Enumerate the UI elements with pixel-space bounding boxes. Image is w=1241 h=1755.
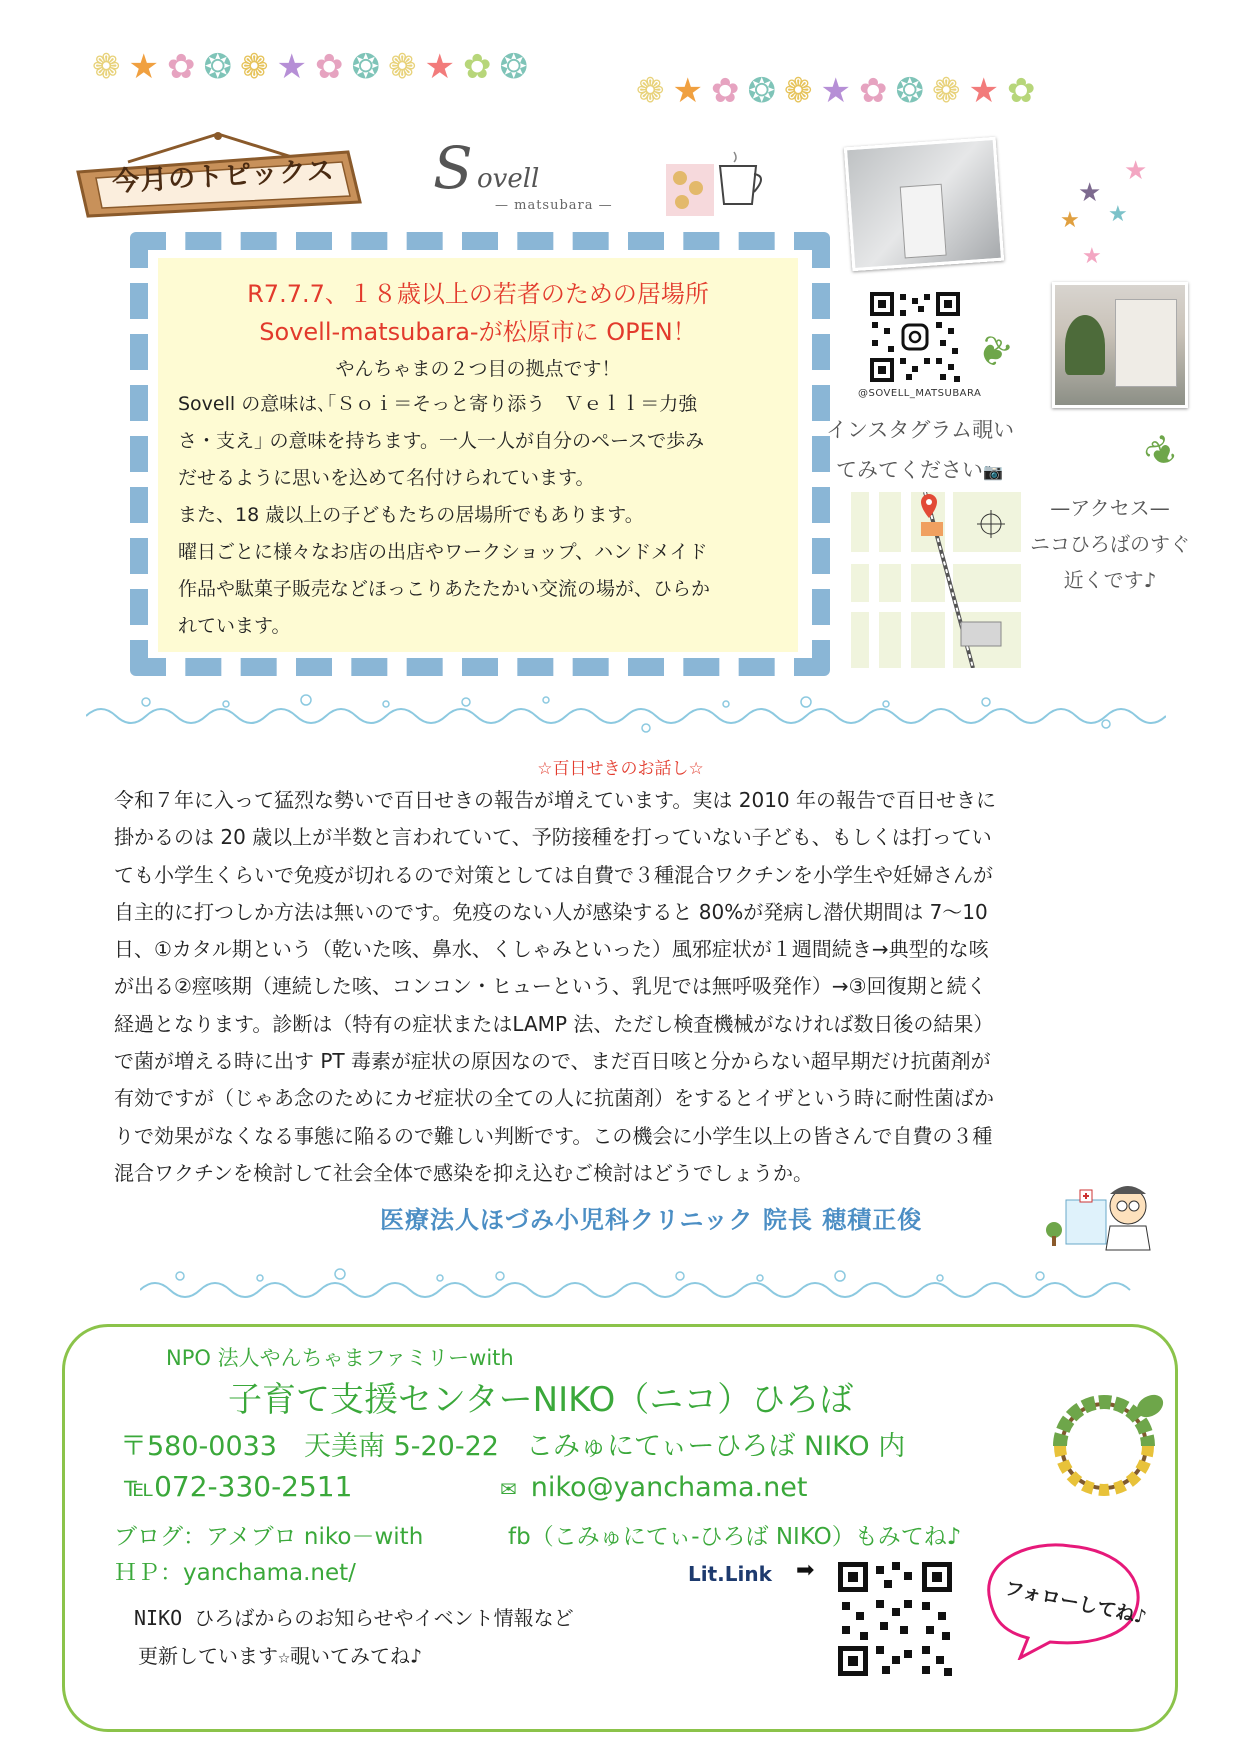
sovell-logo-letter: S — [433, 134, 473, 202]
storefront-photo — [844, 137, 1004, 271]
pertussis-line: 経過となります。診断は（特有の症状またはLAMP 法、ただし検査機械がなければ数日後の結果） — [114, 1011, 994, 1036]
topic-body-line: また、18 歳以上の子どもたちの居場所でもあります。 — [178, 504, 644, 526]
instagram-text-2-label: てみてください — [836, 458, 983, 482]
contact-note-2: 更新しています☆覗いてみてね♪ — [138, 1644, 423, 1668]
topic-headline-1: R7.7.7、１８歳以上の若者のための居場所 — [247, 280, 709, 308]
litlink-label[interactable]: Lit.Link — [688, 1562, 772, 1586]
sovell-logo-text: ovell — [477, 164, 540, 194]
wave-divider — [140, 1268, 1140, 1308]
star-decoration: ★ — [1108, 202, 1128, 227]
instagram-text-1: インスタグラム覗い — [826, 418, 1015, 442]
decorative-garland-right: ❁ ★ ✿ ❂ ❁ ★ ✿ ❂ ❁ ★ ✿ — [636, 71, 1036, 111]
instagram-text-2 — [836, 450, 1003, 492]
star-decoration: ★ — [1124, 156, 1148, 186]
pertussis-body — [114, 782, 1124, 1192]
pertussis-line: りで効果がなくなる事態に陥るので難しい判断です。この機会に小学生以上の皆さんで自費の３種 — [114, 1123, 993, 1148]
access-map — [851, 492, 1021, 668]
contact-address: 〒580-0033 天美南 5-20-22 こみゅにてぃーひろば NIKO 内 — [120, 1431, 906, 1462]
star-decoration: ★ — [1078, 178, 1102, 208]
topic-body-line: れています。 — [178, 615, 291, 637]
topic-body-line: さ・支え｣ の意味を持ちます。一人一人が自分のペースで歩み — [178, 430, 705, 452]
email-icon: ✉ — [500, 1477, 517, 1501]
pertussis-line: が出る②痙咳期（連続した咳、コンコン・ヒューという、乳児では無呼吸発作）→③回復期と続く — [114, 974, 987, 999]
pertussis-title: ☆百日せきのお話し☆ — [537, 759, 704, 779]
star-decoration: ★ — [1082, 244, 1102, 269]
contact-blog[interactable]: ブログ：アメブロ niko－with — [114, 1524, 424, 1550]
doctor-signature: 医療法人ほづみ小児科クリニック 院長 穂積正俊 — [380, 1206, 923, 1234]
pertussis-line: で菌が増える時に出す PT 毒素が症状の原因なので、まだ百日咳と分からない超早期だけ抗菌剤が — [114, 1049, 991, 1074]
contact-hp[interactable]: ＨＰ：yanchama.net/ — [114, 1560, 356, 1586]
contact-fb[interactable]: fb（こみゅにてぃ-ひろば NIKO）もみてね♪ — [508, 1524, 962, 1550]
pertussis-line: 自主的に打つしか方法は無いのです。免疫のない人が感染すると 80%が発病し潜伏期間は 7～10 — [114, 899, 988, 924]
topic-body-line: Sovell の意味は､｢Ｓｏｉ＝そっと寄り添う Ｖｅｌｌ＝力強 — [178, 393, 698, 415]
pertussis-line: 有効ですが（じゃあ念のためにカゼ症状の全ての人に抗菌剤）をするとイザという時に耐性菌ばか — [114, 1086, 994, 1111]
contact-tel: ℡072-330-2511 — [124, 1470, 353, 1503]
pertussis-line: 令和７年に入って猛烈な勢いで百日せきの報告が増えています。実は 2010 年の報告で百日せきに — [114, 788, 997, 812]
pertussis-line: 混合ワクチンを検討して社会全体で感染を抑え込むご検討はどうでしょうか。 — [114, 1160, 813, 1185]
topic-subhead: やんちゃまの２つ目の拠点です！ — [335, 358, 621, 380]
access-line-2: 近くです♪ — [1063, 568, 1157, 592]
contact-center-name: 子育て支援センターNIKO（ニコ）ひろば — [228, 1380, 854, 1420]
instagram-qr-code[interactable] — [870, 292, 960, 382]
contact-note-1: NIKO ひろばからのお知らせやイベント情報など — [134, 1606, 574, 1630]
camera-icon: 📷 — [983, 462, 1003, 481]
instagram-handle: @SOVELL_MATSUBARA — [858, 388, 982, 399]
access-title: —アクセス— — [1050, 496, 1170, 520]
topic-body-line: 作品や駄菓子販売などほっこりあたたかい交流の場が、ひらか — [178, 578, 711, 600]
email-address[interactable]: niko@yanchama.net — [530, 1472, 808, 1503]
pertussis-line: 日、①カタル期という（乾いた咳、鼻水、くしゃみといった）風邪症状が１週間続き→典型的な咳 — [114, 937, 989, 962]
wave-divider — [86, 694, 1166, 734]
topic-body — [178, 386, 788, 645]
follow-text: フォローしてね♪ — [1002, 1577, 1149, 1629]
topic-body-line: だせるように思いを込めて名付けられています。 — [178, 467, 595, 489]
topic-box — [158, 258, 798, 652]
leaf-decoration: ❦ — [969, 324, 1019, 380]
decorative-garland-left: ❁ ★ ✿ ❂ ❁ ★ ✿ ❂ ❁ ★ ✿ ❂ — [92, 47, 528, 87]
litlink-qr-code[interactable] — [838, 1562, 952, 1676]
topics-sign-label: 今月のトピックス — [111, 155, 336, 198]
access-line-1: ニコひろばのすぐ — [1030, 532, 1190, 556]
star-decoration: ★ — [1060, 208, 1080, 233]
pertussis-line: ても小学生くらいで免疫が切れるので対策としては自費で３種混合ワクチンを小学生や妊婦さんが — [114, 862, 993, 887]
sovell-logo-sub: — matsubara — — [495, 198, 613, 213]
doctor-illustration — [1044, 1180, 1154, 1252]
leaf-decoration: ❦ — [1135, 424, 1189, 480]
pertussis-line: 掛かるのは 20 歳以上が半数と言われていて、予防接種を打っていない子ども、もしくは打ってい — [114, 825, 992, 850]
yanchama-logo — [1030, 1372, 1178, 1520]
contact-email[interactable] — [500, 1472, 807, 1503]
sovell-logo — [425, 134, 615, 220]
coffee-illustration — [666, 146, 776, 218]
topic-headline-2: Sovell-matsubara-が松原市に OPEN！ — [259, 318, 697, 346]
contact-org: NPO 法人やんちゃまファミリーwith — [166, 1346, 514, 1370]
shop-interior-photo — [1052, 282, 1188, 408]
topic-body-line: 曜日ごとに様々なお店の出店やワークショップ、ハンドメイド — [178, 541, 708, 563]
arrow-right-icon: ➡ — [796, 1558, 815, 1583]
